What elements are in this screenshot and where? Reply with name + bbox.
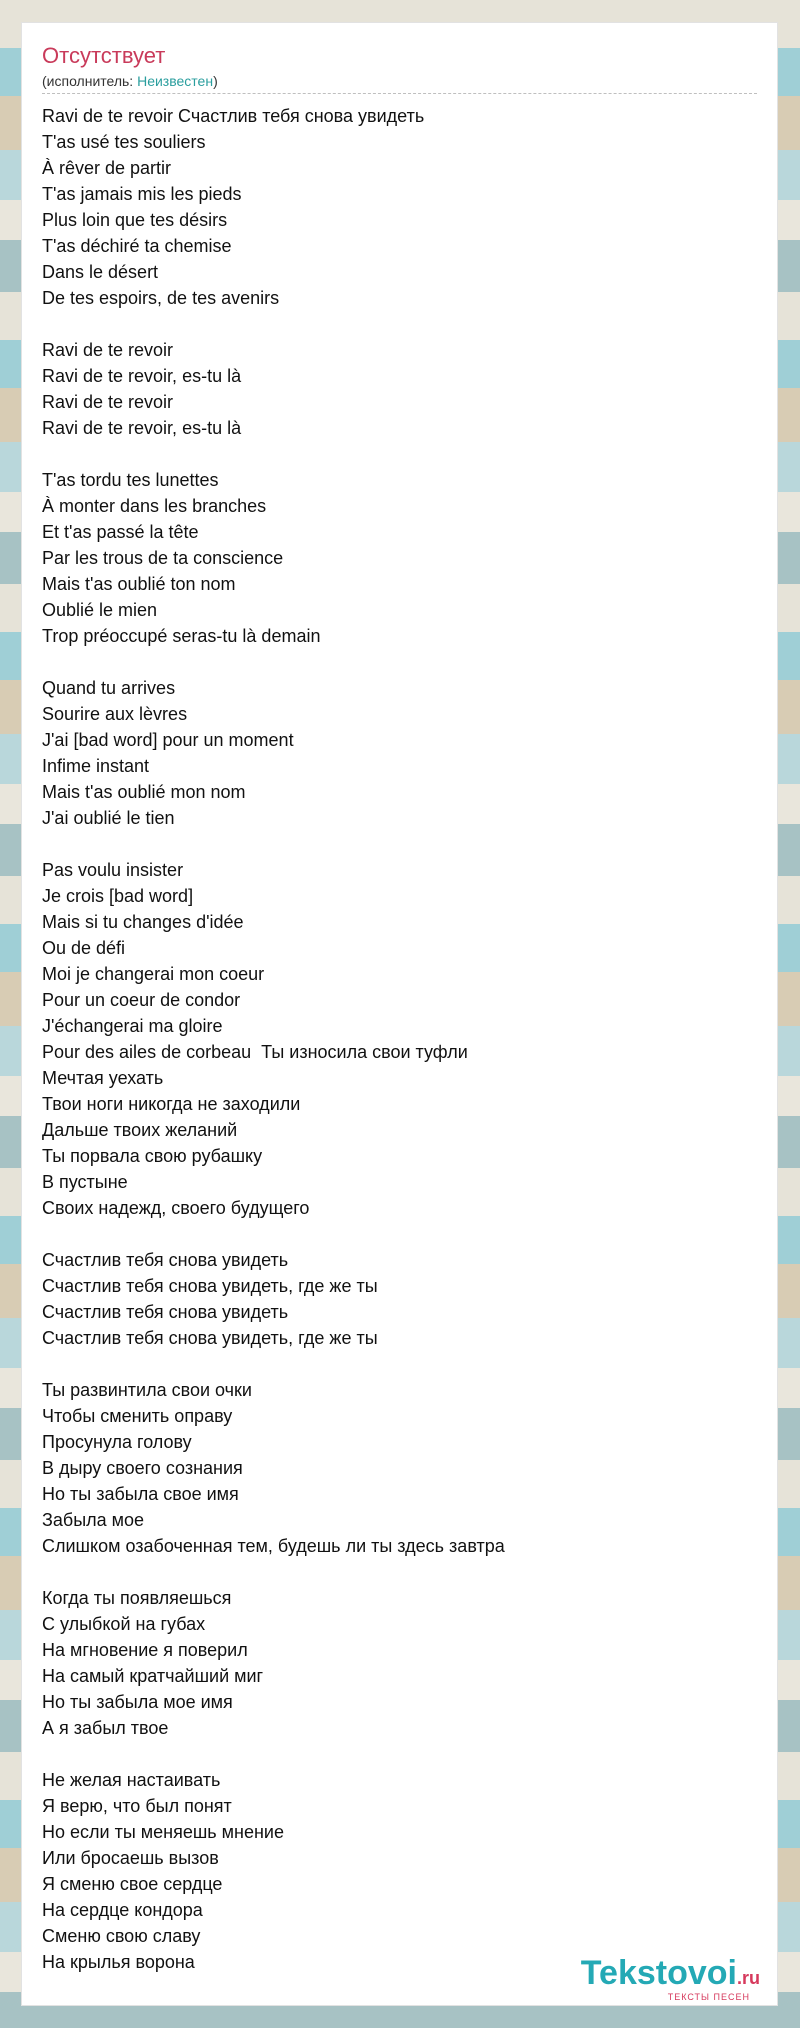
lyric-line: Твои ноги никогда не заходили [42,1094,301,1114]
lyric-line: Не желая настаивать [42,1770,221,1790]
lyric-line: Mais t'as oublié ton nom [42,574,236,594]
lyric-line: T'as déchiré ta chemise [42,236,232,256]
site-logo[interactable] [548,1954,770,2000]
lyric-line: Я верю, что был понят [42,1796,232,1816]
lyric-line: T'as tordu tes lunettes [42,470,219,490]
lyric-line: На самый кратчайший миг [42,1666,264,1686]
lyric-line: Счастлив тебя снова увидеть [42,1250,289,1270]
lyric-line: J'échangerai ma gloire [42,1016,223,1036]
lyric-line: De tes espoirs, de tes avenirs [42,288,280,308]
lyric-line: С улыбкой на губах [42,1614,206,1634]
stanza-gap [42,1221,757,1247]
lyric-line: Pour des ailes de corbeau Ты износила свои туфли [42,1042,468,1062]
lyric-line: À monter dans les branches [42,496,267,516]
lyric-line: Je crois [bad word] [42,886,194,906]
lyric-line: Чтобы сменить оправу [42,1406,233,1426]
lyric-line: J'ai oublié le tien [42,808,175,828]
logo-tld-text: .ru [736,1968,760,1988]
stanza-gap [42,649,757,675]
lyric-line: Ravi de te revoir [42,392,174,412]
stanza-gap [42,311,757,337]
lyric-line: Par les trous de ta conscience [42,548,284,568]
lyric-line: На мгновение я поверил [42,1640,248,1660]
lyric-line: Но если ты меняешь мнение [42,1822,284,1842]
stanza-gap [42,831,757,857]
lyric-line: Слишком озабоченная тем, будешь ли ты здесь завтра [42,1536,505,1556]
stanza-gap [42,1351,757,1377]
lyric-line: T'as usé tes souliers [42,132,206,152]
lyric-line: Своих надежд, своего будущего [42,1198,310,1218]
lyric-line: Сменю свою славу [42,1926,201,1946]
logo-main-text: Tekstovoi [580,1954,737,1992]
stanza-gap [42,1741,757,1767]
stanza-gap [42,1559,757,1585]
logo-tagline: ТЕКСТЫ ПЕСЕН [667,1992,750,2002]
lyric-line: Или бросаешь вызов [42,1848,219,1868]
lyric-line: Trop préoccupé seras-tu là demain [42,626,321,646]
lyric-line: Но ты забыла мое имя [42,1692,233,1712]
lyric-line: Mais si tu changes d'idée [42,912,244,932]
lyric-line: Ou de défi [42,938,126,958]
artist-prefix: (исполнитель: [42,73,138,89]
lyric-line: Ravi de te revoir, es-tu là [42,418,242,438]
logo-wordmark [581,1954,760,1993]
lyric-line: J'ai [bad word] pour un moment [42,730,294,750]
lyric-line: Счастлив тебя снова увидеть, где же ты [42,1276,378,1296]
lyric-line: Счастлив тебя снова увидеть [42,1302,289,1322]
lyric-line: Et t'as passé la tête [42,522,199,542]
lyric-line: Sourire aux lèvres [42,704,188,724]
lyric-line: Oublié le mien [42,600,158,620]
lyric-line: На сердце кондора [42,1900,203,1920]
lyric-line: Quand tu arrives [42,678,176,698]
lyric-line: Pas voulu insister [42,860,184,880]
song-title: Отсутствует [42,43,166,68]
lyric-line: T'as jamais mis les pieds [42,184,242,204]
lyrics-card [21,22,778,2006]
lyric-line: Infime instant [42,756,150,776]
lyric-line: Pour un coeur de condor [42,990,241,1010]
lyric-line: А я забыл твое [42,1718,169,1738]
lyric-line: В пустыне [42,1172,128,1192]
stanza-gap [42,441,757,467]
lyric-line: Просунула голову [42,1432,192,1452]
artist-link[interactable]: Неизвестен [137,73,214,89]
lyric-line: Счастлив тебя снова увидеть, где же ты [42,1328,378,1348]
lyric-line: Дальше твоих желаний [42,1120,238,1140]
artist-line [42,73,757,94]
lyric-line: Ravi de te revoir, es-tu là [42,366,242,386]
lyric-line: Забыла мое [42,1510,145,1530]
lyrics-text [42,103,757,1975]
lyric-line: Dans le désert [42,262,159,282]
lyric-line: На крылья ворона [42,1952,195,1972]
artist-suffix: ) [213,73,218,89]
lyric-line: Moi je changerai mon coeur [42,964,265,984]
lyric-line: Мечтая уехать [42,1068,164,1088]
lyric-line: Plus loin que tes désirs [42,210,228,230]
lyric-line: В дыру своего сознания [42,1458,243,1478]
lyric-line: Ravi de te revoir Счастлив тебя снова увидеть [42,106,425,126]
lyric-line: Ravi de te revoir [42,340,174,360]
lyric-line: Ты порвала свою рубашку [42,1146,263,1166]
lyric-line: À rêver de partir [42,158,172,178]
lyric-line: Когда ты появляешься [42,1588,232,1608]
lyric-line: Я сменю свое сердце [42,1874,223,1894]
lyric-line: Mais t'as oublié mon nom [42,782,246,802]
lyric-line: Ты развинтила свои очки [42,1380,252,1400]
lyric-line: Но ты забыла свое имя [42,1484,239,1504]
